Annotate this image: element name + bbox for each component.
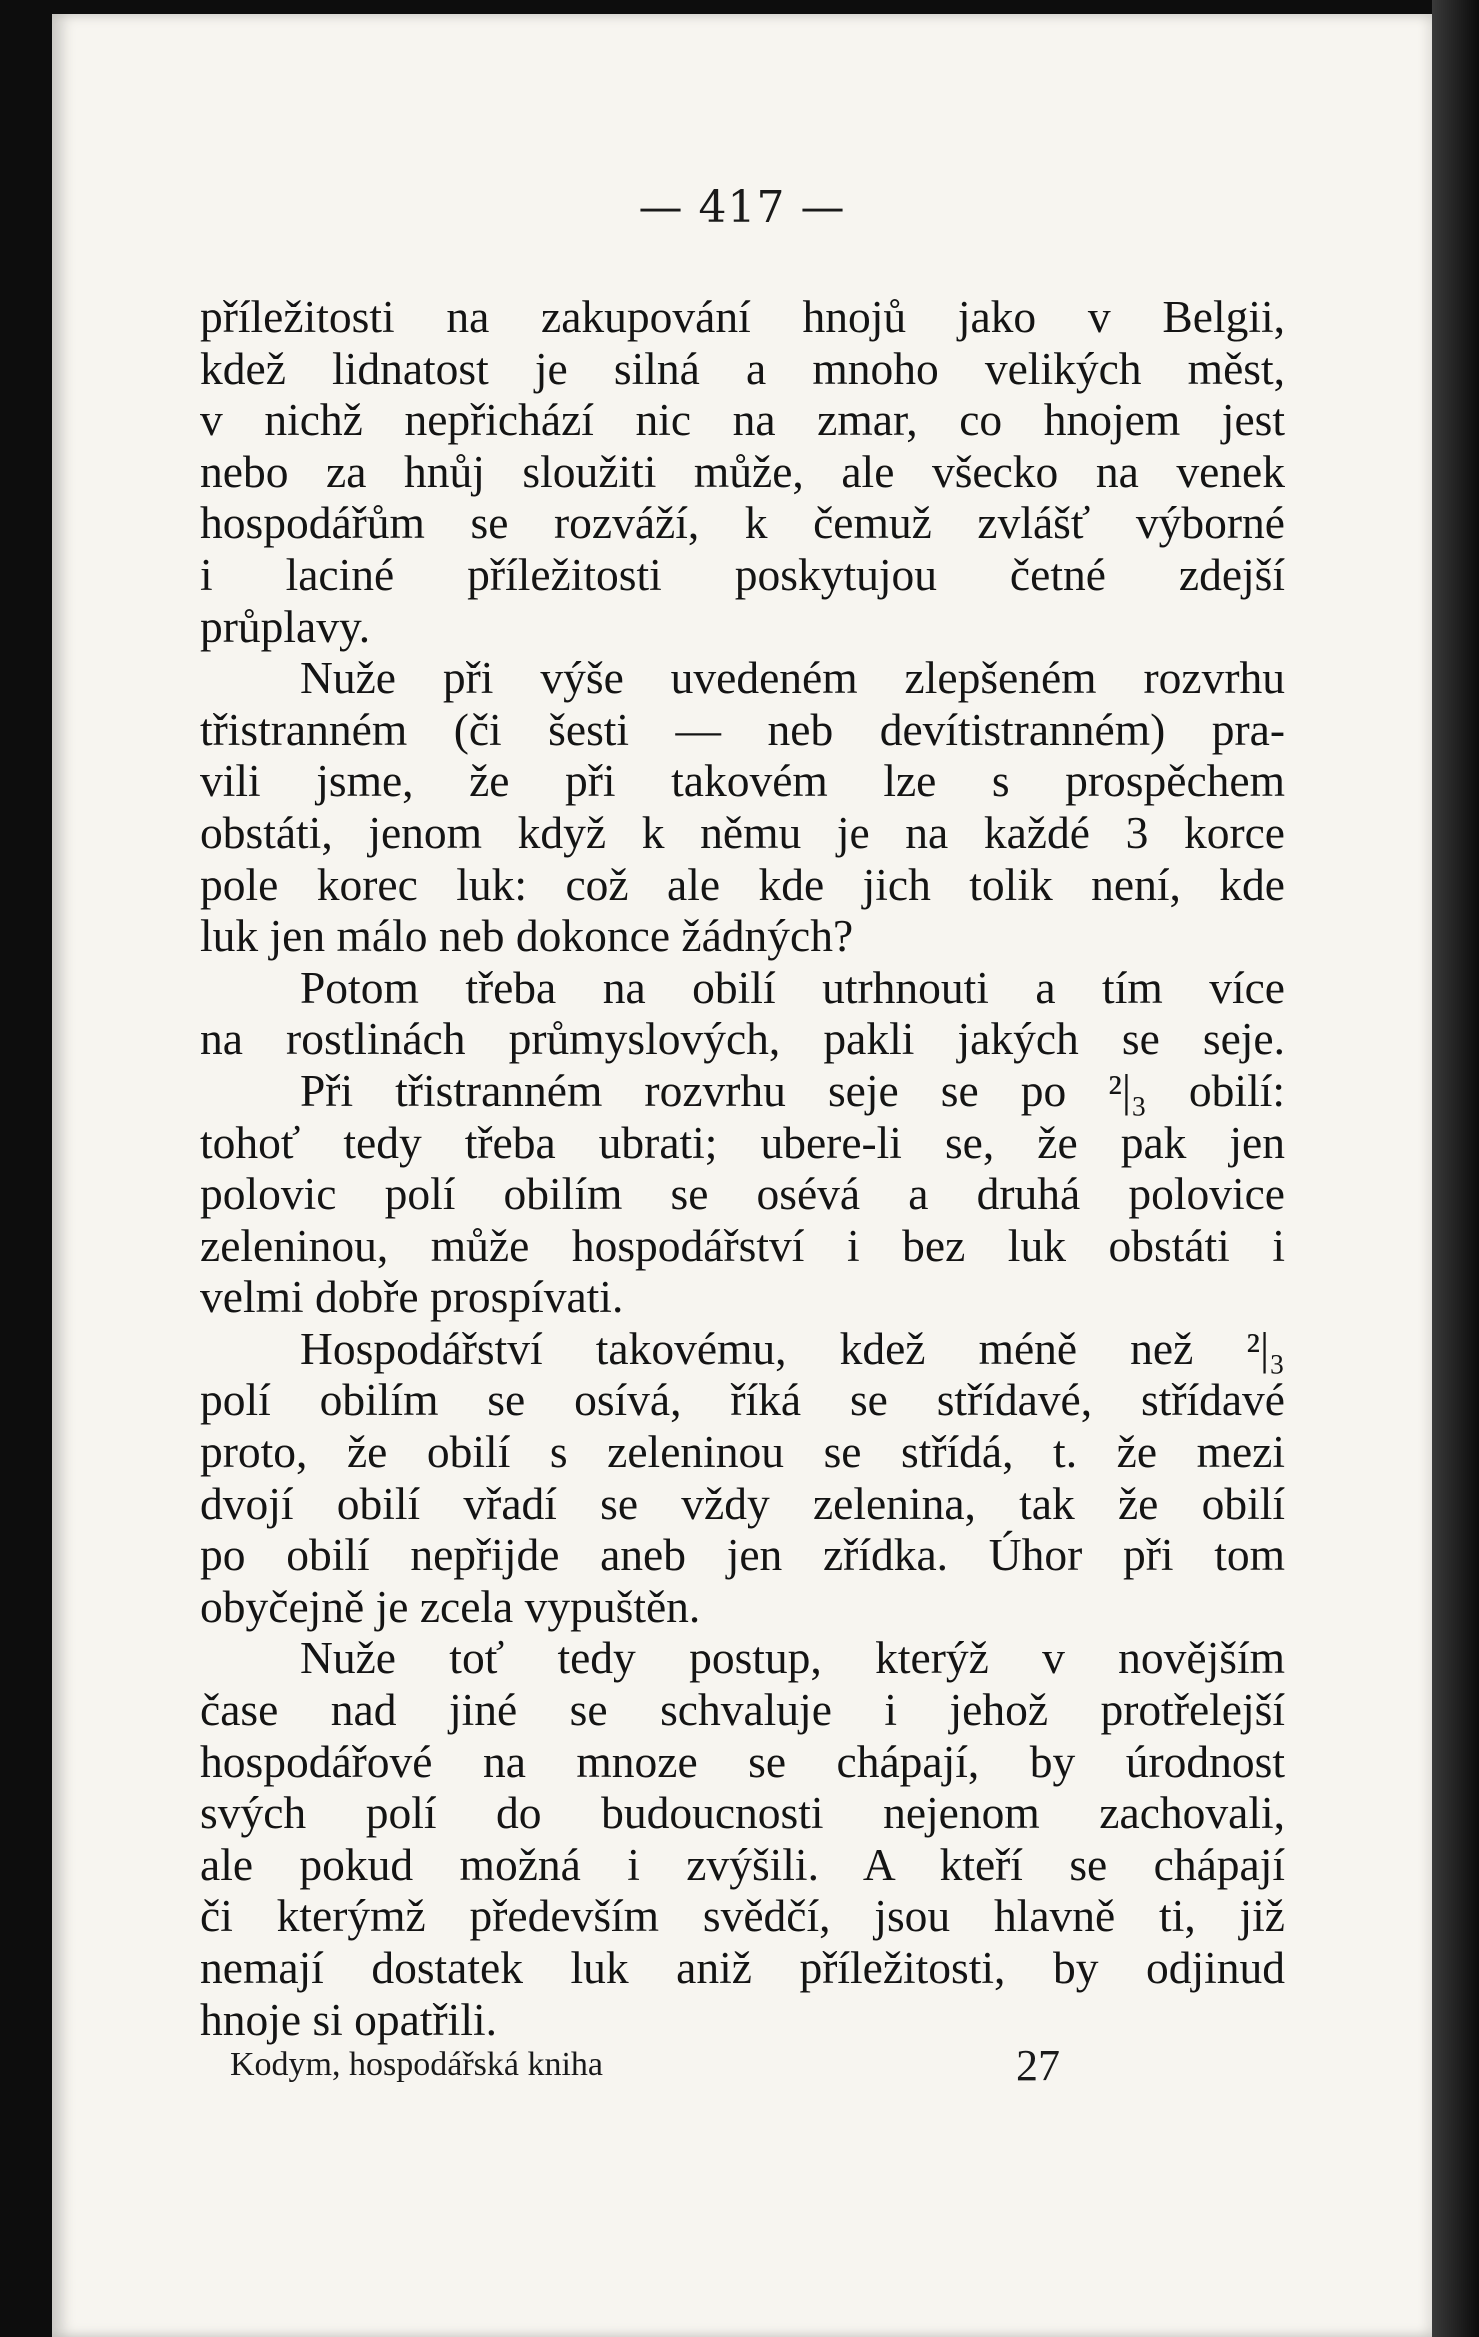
footer-title: Kodym, hospodářská kniha (230, 2046, 604, 2083)
text-line: dvojí obilí vřadí se vždy zelenina, tak že obilí (200, 1477, 1285, 1529)
text-line: Nuže při výše uvedeném zlepšeném rozvrhu (300, 652, 1285, 704)
text-line: v nichž nepřichází nic na zmar, co hnojem jest (200, 394, 1285, 446)
text-line: hospodářové na mnoze se chápají, by úrodnost (200, 1735, 1285, 1787)
text-line: hnoje si opatřili. (200, 1993, 497, 2045)
text-line: obyčejně je zcela vypuštěn. (200, 1580, 701, 1632)
text-line: čase nad jiné se schvaluje i jehož protřelejší (200, 1684, 1285, 1736)
book-page (52, 14, 1432, 2337)
text-line: proto, že obilí s zeleninou se střídá, t. že mezi (200, 1426, 1285, 1478)
signature-mark: 27 (1016, 2041, 1060, 2090)
text-line: Při třistranném rozvrhu seje se po ²|₃ obilí: (300, 1064, 1285, 1116)
text-line: či kterýmž především svědčí, jsou hlavně ti, již (200, 1890, 1285, 1942)
text-line: obstáti, jenom když k němu je na každé 3 korce (200, 806, 1285, 858)
text-line: Hospodářství takovému, kdež méně než ²|₃ (300, 1322, 1285, 1374)
scan-right-edge (1432, 0, 1479, 2337)
body-text (200, 291, 1285, 2045)
text-line: nebo za hnůj sloužiti může, ale všecko na venek (200, 445, 1285, 497)
text-line: zeleninou, může hospodářství i bez luk obstáti i (200, 1219, 1285, 1271)
text-line: velmi dobře prospívati. (200, 1271, 624, 1323)
page-footer (230, 2041, 1130, 2090)
text-line: Nuže toť tedy postup, kterýž v novějším (300, 1632, 1285, 1684)
text-line: hospodářům se rozváží, k čemuž zvlášť výborné (200, 497, 1285, 549)
text-line: ale pokud možná i zvýšili. A kteří se chápají (200, 1838, 1285, 1890)
text-line: polí obilím se osívá, říká se střídavé, střídavé (200, 1374, 1285, 1426)
text-line: Potom třeba na obilí utrhnouti a tím více (300, 961, 1285, 1013)
text-line: svých polí do budoucnosti nejenom zachovali, (200, 1787, 1285, 1839)
text-line: pole korec luk: což ale kde jich tolik není, kde (200, 858, 1285, 910)
text-line: polovic polí obilím se osévá a druhá polovice (200, 1168, 1285, 1220)
text-line: kdež lidnatost je silná a mnoho velikých měst, (200, 342, 1285, 394)
text-line: třistranném (či šesti — neb devítistranném) pra- (200, 703, 1285, 755)
text-line: nemají dostatek luk aniž příležitosti, by odjinud (200, 1942, 1285, 1993)
text-line: příležitosti na zakupování hnojů jako v Belgii, (200, 291, 1285, 342)
text-line: tohoť tedy třeba ubrati; ubere-li se, že pak jen (200, 1116, 1285, 1168)
text-line: na rostlinách průmyslových, pakli jakých se seje. (200, 1013, 1285, 1065)
text-line: i laciné příležitosti poskytujou četné zdejší (200, 548, 1285, 600)
text-line: po obilí nepřijde aneb jen zřídka. Úhor při tom (200, 1529, 1285, 1581)
text-line: vili jsme, že při takovém lze s prospěchem (200, 755, 1285, 807)
text-line: průplavy. (200, 600, 371, 652)
text-line: luk jen málo neb dokonce žádných? (200, 910, 854, 962)
page-number-header: — 417 — (638, 182, 846, 233)
